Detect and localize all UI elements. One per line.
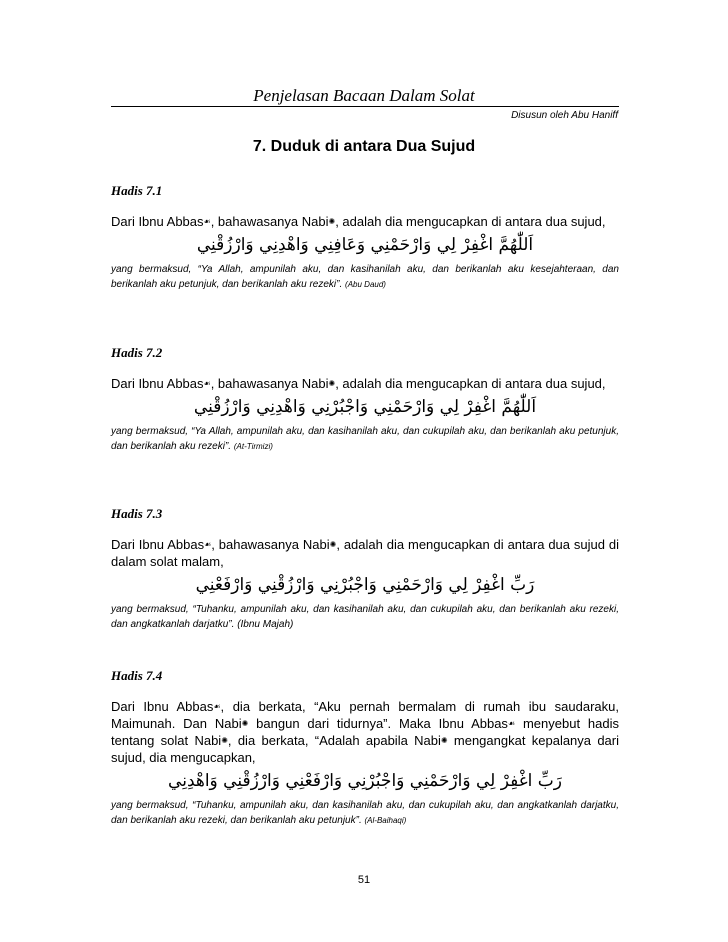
hadis-meaning: yang bermaksud, “Tuhanku, ampunilah aku, dan kasihanilah aku, dan cukupilah aku, dan angkatkanlah darjatku, dan berikanlah aku rezeki, dan berikanlah aku petunjuk”. (Al-Baihaqi): [111, 800, 619, 826]
hadis-block-7-1: [111, 183, 619, 292]
hadis-label: Hadis 7.2: [111, 345, 163, 360]
hadis-block-7-3: [111, 506, 619, 632]
hadis-intro: Dari Ibnu Abbas☙, bahawasanya Nabi✺, adalah dia mengucapkan di antara dua sujud di dalam solat malam,: [111, 537, 619, 569]
arabic-supplication: اَللّٰهُمَّ اغْفِرْ لِي وَارْحَمْنِي وَاجْبُرْنِي وَاهْدِنِي وَارْزُقْنِي: [193, 397, 537, 417]
hadis-intro: Dari Ibnu Abbas☙, dia berkata, “Aku pernah bermalam di rumah ibu saudaraku, Maimunah. Dan Nabi✺ bangun dari tidurnya”. Maka Ibnu Abbas☙ menyebut hadis tentang solat Nabi✺, dia berkata, “Adalah apabila Nabi✺ mengangkat kepalanya dari sujud, dia mengucapkan,: [111, 699, 620, 765]
radiallahu-mark-icon: ☙: [213, 702, 221, 711]
hadis-label: Hadis 7.3: [111, 506, 163, 521]
hadis-label: Hadis 7.1: [111, 183, 163, 198]
salawat-mark-icon: ✺: [328, 379, 336, 388]
salawat-mark-icon: ✺: [221, 736, 228, 745]
radiallahu-mark-icon: ☙: [203, 217, 211, 226]
hadis-meaning: yang bermaksud, “Ya Allah, ampunilah aku, dan kasihanilah aku, dan cukupilah aku, dan berikanlah aku petunjuk, dan berikanlah aku rezeki”. (At-Tirmizi): [111, 426, 619, 452]
hadis-label: Hadis 7.4: [111, 668, 163, 683]
arabic-supplication: اَللّٰهُمَّ اغْفِرْ لِي وَارْحَمْنِي وَعَافِنِي وَاهْدِنِي وَارْزُقْنِي: [196, 235, 534, 255]
radiallahu-mark-icon: ☙: [204, 540, 212, 549]
salawat-mark-icon: ✺: [328, 217, 336, 226]
hadis-source: (Abu Daud): [345, 280, 386, 289]
arabic-supplication: رَبِّ اغْفِرْ لِي وَارْحَمْنِي وَاجْبُرْنِي وَارْزُقْنِي وَارْفَعْنِي: [195, 575, 535, 595]
hadis-intro: Dari Ibnu Abbas☙, bahawasanya Nabi✺, adalah dia mengucapkan di antara dua sujud,: [111, 376, 606, 391]
hadis-meaning: yang bermaksud, “Ya Allah, ampunilah aku, dan kasihanilah aku, dan berikanlah aku kesejahteraan, dan berikanlah aku petunjuk, dan berikanlah aku rezeki”. (Abu Daud): [111, 264, 619, 290]
salawat-mark-icon: ✺: [329, 540, 337, 549]
hadis-block-7-4: [111, 668, 619, 828]
hadis-meaning: yang bermaksud, “Tuhanku, ampunilah aku, dan kasihanilah aku, dan cukupilah aku, dan berikanlah aku rezeki, dan angkatkanlah darjatku”. (Ibnu Majah): [111, 604, 619, 630]
hadis-source: (Al-Baihaqi): [364, 816, 407, 825]
hadis-source: (At-Tirmizi): [233, 442, 273, 451]
page-number: 51: [357, 874, 371, 886]
salawat-mark-icon: ✺: [241, 719, 249, 728]
running-header-title: Penjelasan Bacaan Dalam Solat: [253, 86, 475, 105]
salawat-mark-icon: ✺: [440, 736, 448, 745]
hadis-intro: Dari Ibnu Abbas☙, bahawasanya Nabi✺, adalah dia mengucapkan di antara dua sujud,: [111, 214, 606, 229]
running-header-author: Disusun oleh Abu Haniff: [511, 110, 618, 121]
radiallahu-mark-icon: ☙: [507, 719, 516, 728]
header-rule: [111, 106, 619, 107]
radiallahu-mark-icon: ☙: [203, 379, 211, 388]
arabic-supplication: رَبِّ اغْفِرْ لِي وَارْحَمْنِي وَاجْبُرْنِي وَارْفَعْنِي وَارْزُقْنِي وَاهْدِنِي: [168, 771, 562, 791]
hadis-block-7-2: [111, 345, 619, 454]
chapter-title: 7. Duduk di antara Dua Sujud: [252, 138, 476, 155]
